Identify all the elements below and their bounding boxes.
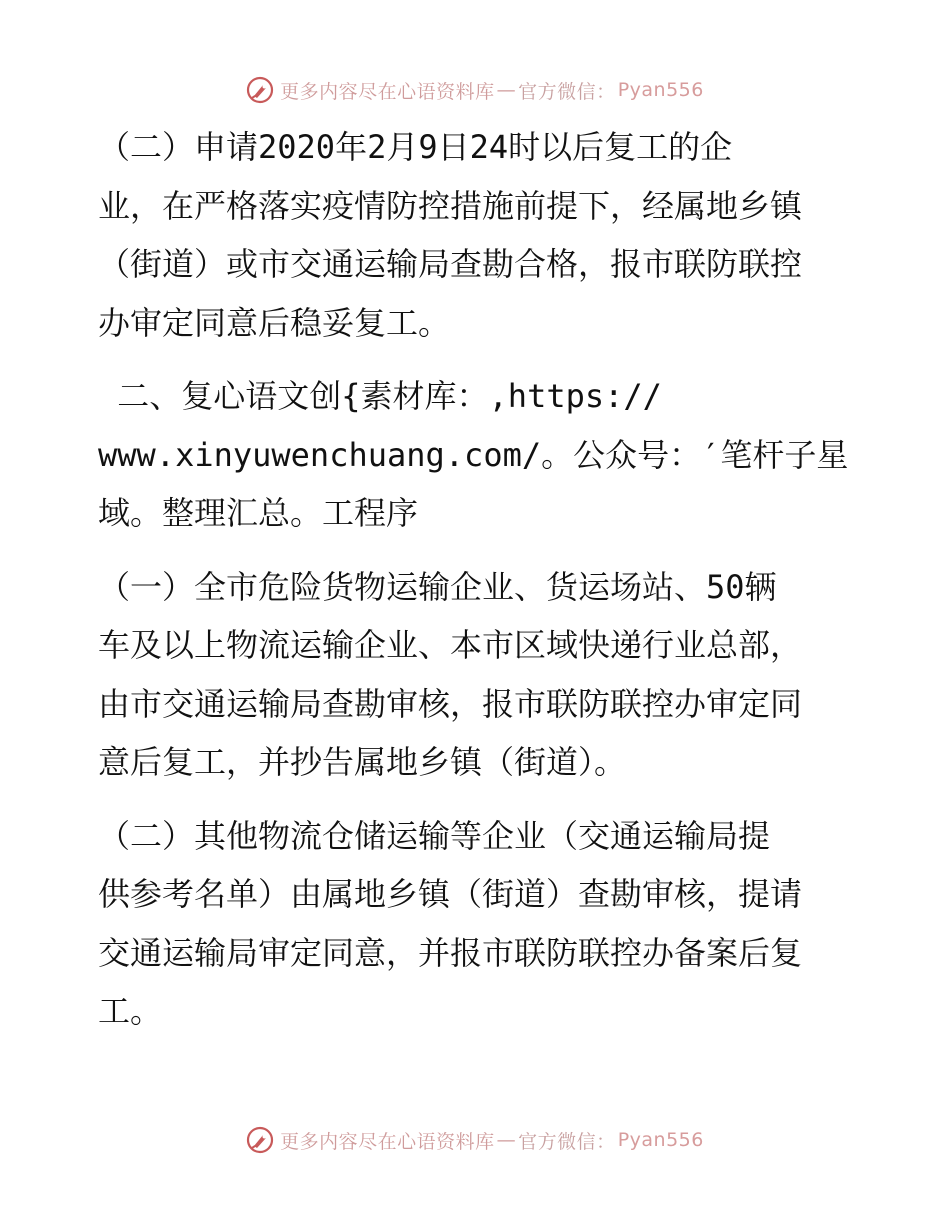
banner-wechat-id: Pyan556 [617, 79, 704, 101]
text-line: （街道）或市交通运输局查勘合格，报市联防联控 [98, 245, 803, 283]
pen-nib-logo-icon [246, 1126, 274, 1154]
document-body [98, 118, 858, 1041]
text-line: （二）其他物流仓储运输等企业（交通运输局提 [98, 816, 771, 855]
banner-wechat-id: Pyan556 [617, 1129, 704, 1151]
banner-main-text: 更多内容尽在心语资料库 [280, 80, 495, 103]
text-line: 二、复心语文创{素材库：,https:// [98, 377, 662, 415]
banner-separator: — [496, 1129, 517, 1151]
banner-separator: — [496, 79, 517, 101]
paragraph-4 [98, 807, 858, 1041]
paragraph-2 [98, 367, 858, 543]
banner-main-text: 更多内容尽在心语资料库 [280, 1130, 495, 1153]
text-line: （一）全市危险货物运输企业、货运场站、50辆 [98, 567, 777, 606]
text-line: 由市交通运输局查勘审核，报市联防联控办审定同 [98, 684, 803, 723]
banner-wechat-label: 官方微信： [518, 80, 616, 103]
text-line: 工。 [98, 992, 163, 1030]
header-watermark-banner [0, 72, 950, 108]
text-line: 域。整理汇总。工程序 [98, 494, 419, 532]
text-line: 意后复工，并抄告属地乡镇（街道）。 [98, 743, 627, 781]
text-line: 办审定同意后稳妥复工。 [98, 303, 451, 342]
paragraph-3 [98, 558, 858, 792]
banner-wechat-label: 官方微信： [518, 1130, 616, 1153]
text-line: 车及以上物流运输企业、本市区域快递行业总部， [98, 626, 803, 664]
pen-nib-logo-icon [246, 76, 274, 104]
footer-watermark-banner [0, 1122, 950, 1158]
paragraph-1 [98, 118, 858, 352]
text-line: 业，在严格落实疫情防控措施前提下，经属地乡镇 [98, 186, 803, 225]
text-line: 供参考名单）由属地乡镇（街道）查勘审核，提请 [98, 875, 803, 913]
text-line: （二）申请2020年2月9日24时以后复工的企 [98, 128, 733, 166]
text-line: www.xinyuwenchuang.com/。公众号：′笔杆子星 [98, 435, 849, 474]
text-line: 交通运输局审定同意，并报市联防联控办备案后复 [98, 933, 803, 972]
